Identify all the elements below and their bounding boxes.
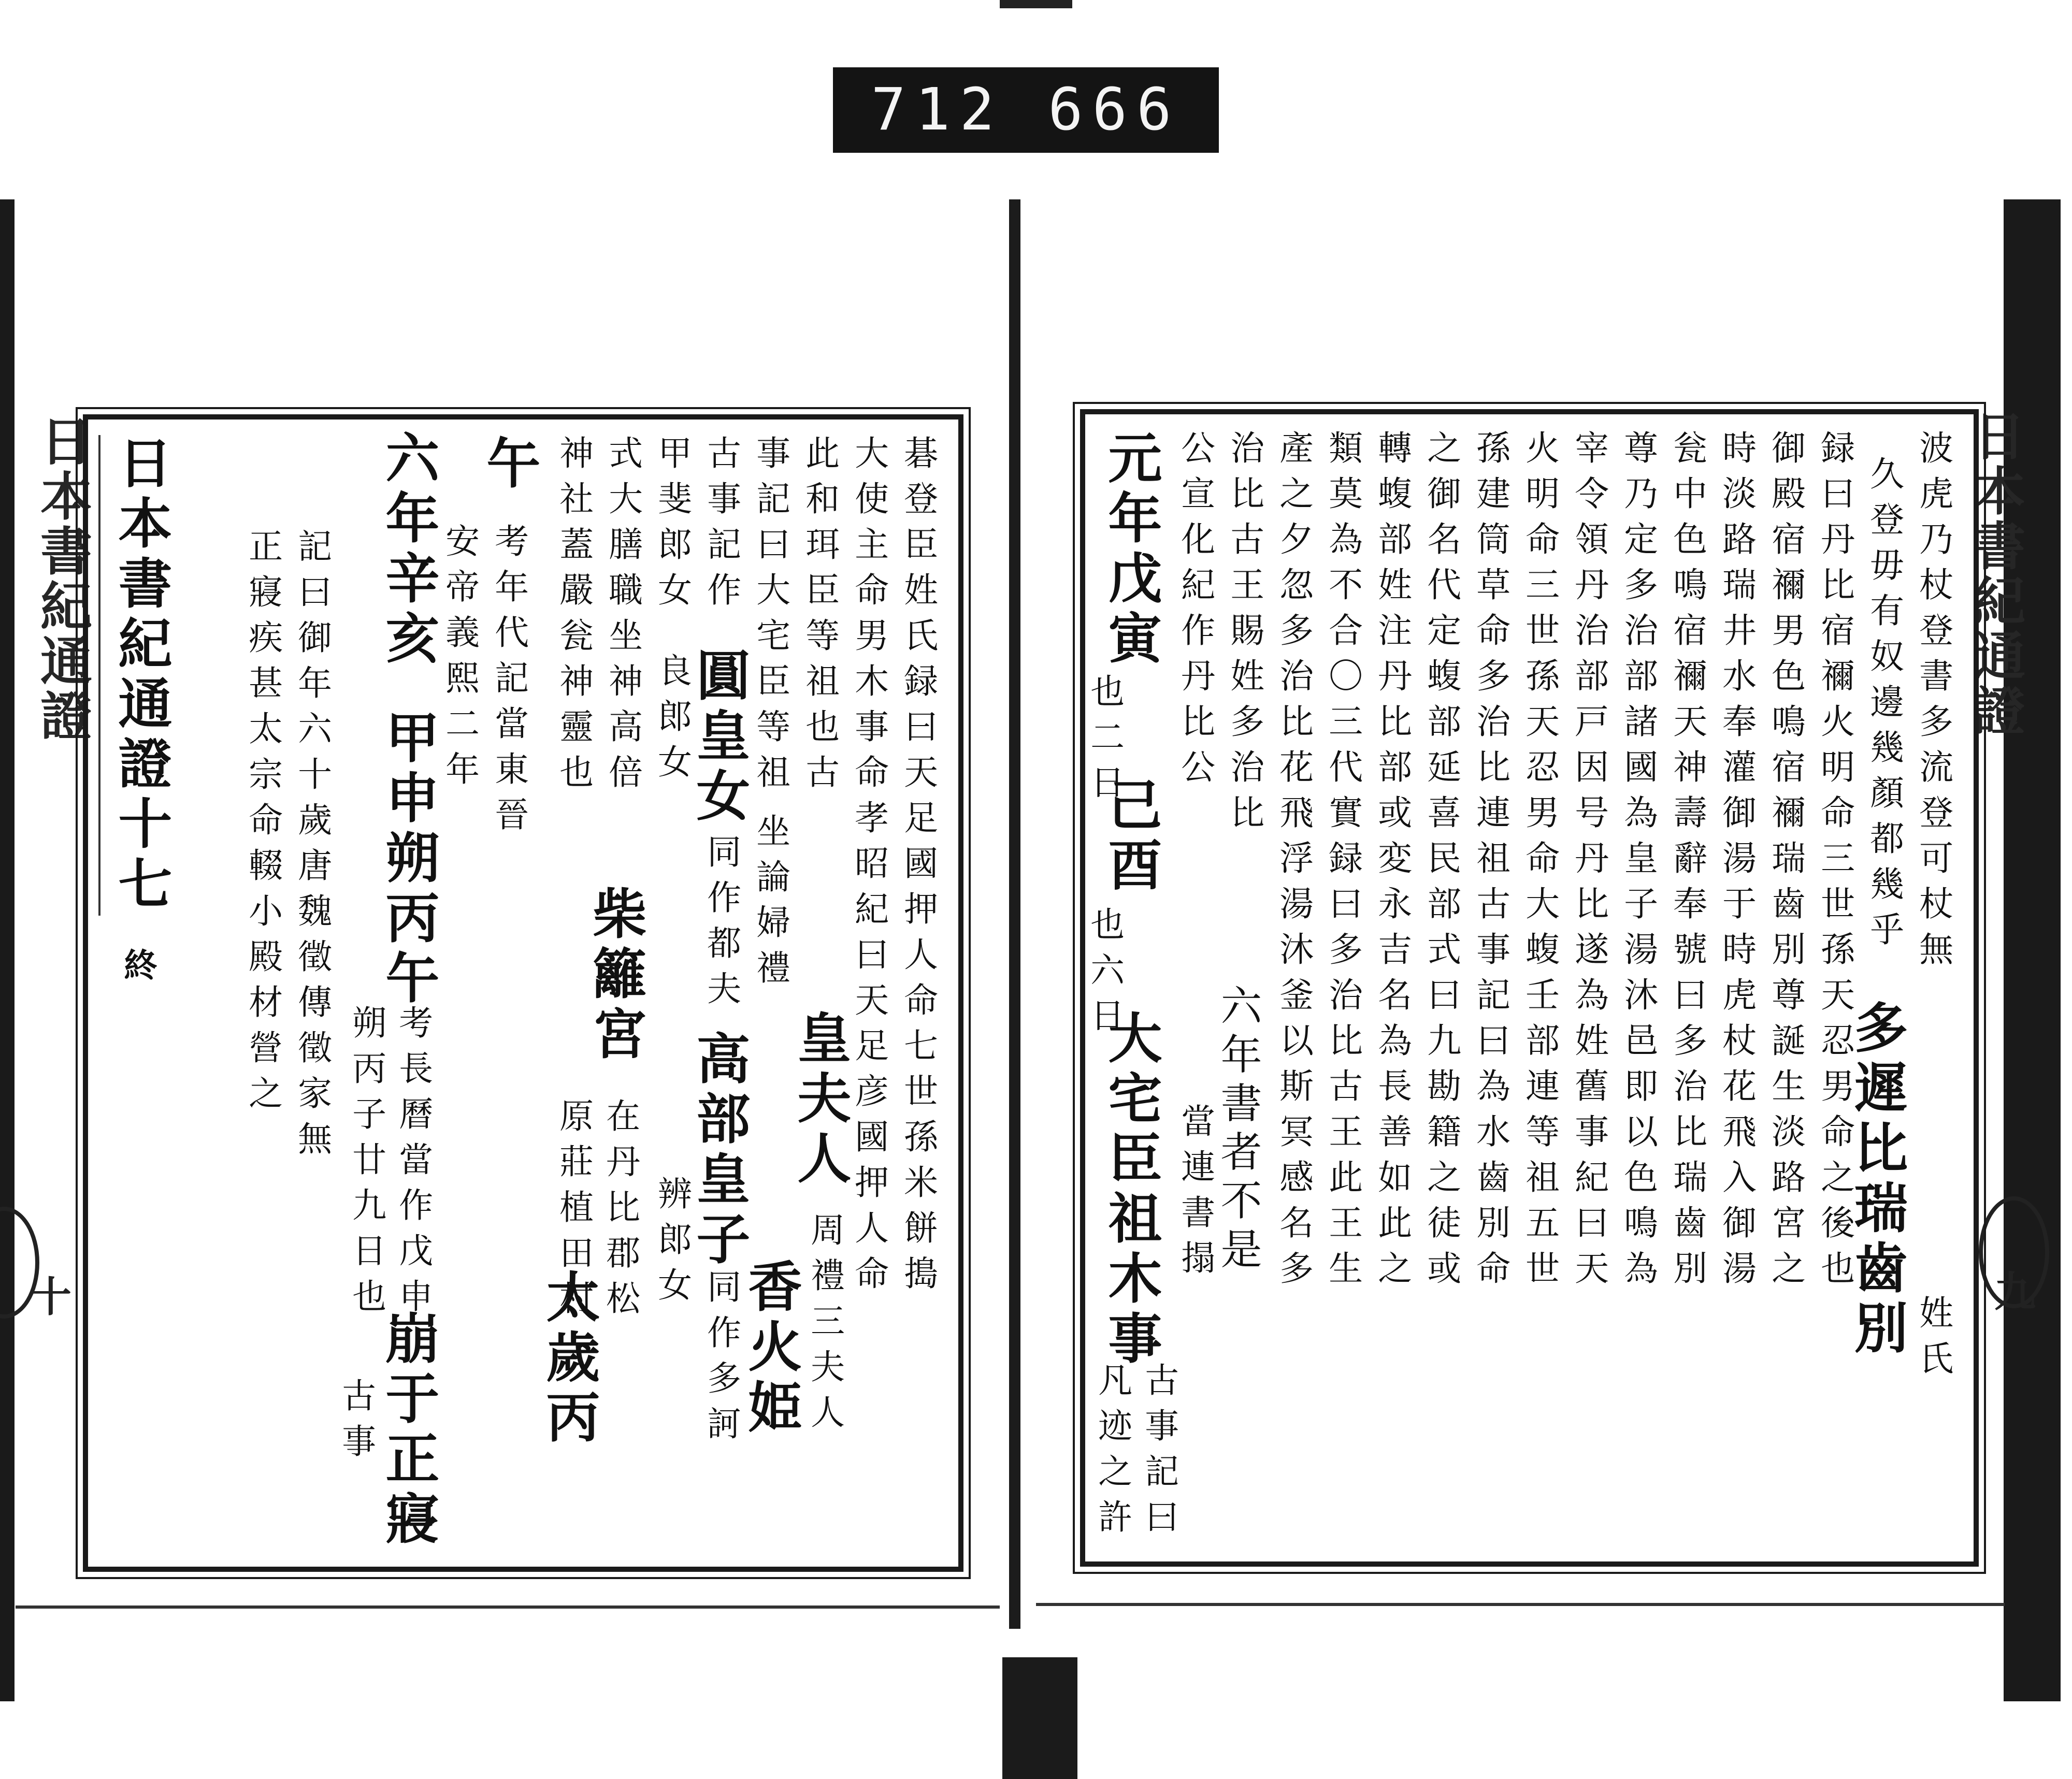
left-yuan-zhuang: 原莊植田村: [553, 1098, 594, 1326]
right-col-7: 尊乃定多治部諸國為皇子湯沐邑即以色鳴為: [1618, 430, 1658, 1296]
book-gutter: [1009, 199, 1020, 1629]
left-col-7: 式大膳職坐神高倍: [602, 435, 643, 800]
left-end-mark: 終: [118, 948, 157, 981]
left-an-di: 安帝義熙二年: [439, 523, 480, 797]
right-big-duo-chi-bi: 多遲比瑞齒別: [1845, 1000, 1909, 1360]
left-margin-title: 日本書紀通證: [32, 414, 93, 744]
right-fan-ji-xu: 凡迹之許: [1092, 1362, 1132, 1544]
call-number-label: 712 666: [833, 67, 1219, 153]
right-col-14: 產之夕忽多治比花飛浮湯沐釜以斯冥感名多: [1273, 430, 1314, 1296]
left-col-zheng-qin: 正寢疾甚太宗命輟小殿材營之: [242, 528, 283, 1121]
left-zai-dan-bi: 在丹比郡松: [600, 1098, 640, 1326]
right-col-9: 火明命三世孫天忍男命大蝮壬部連等祖五世: [1519, 430, 1560, 1296]
left-col-8: 神社蓋嚴瓮神靈也: [553, 435, 594, 800]
left-col-1: 碁登臣姓氏録曰天足國押人命七世孫米餅搗: [898, 435, 938, 1301]
left-big-huang-furen: 皇夫人: [788, 1010, 852, 1190]
left-big-beng-yu: 崩于正寢: [376, 1310, 440, 1551]
right-col-15: 治比古王賜姓多治比: [1224, 430, 1264, 840]
left-big-chai-li-gong: 柴籬宮: [583, 886, 648, 1066]
left-col-ji-yue: 記曰御年六十歲唐魏徵傳徵家無: [292, 528, 332, 1166]
left-shuo-bing-zi: 朔丙子廿九日也: [346, 1005, 386, 1324]
left-zhi-lun: 坐論婦禮: [750, 813, 790, 995]
left-gu-shi: 古事: [336, 1378, 376, 1469]
left-liang-lang-nv: 良郎女: [652, 653, 692, 789]
left-col-3: 此和珥臣等祖也古: [799, 435, 840, 800]
left-big-gao-bu-huang-zi: 高部皇子: [687, 1031, 751, 1271]
left-tong-zuo-du-fu: 同作都夫: [701, 834, 741, 1016]
right-col-10: 孫建筒草命多治比連祖古事記曰為水齒別命: [1470, 430, 1510, 1296]
right-col-16: 公宣化紀作丹比公: [1175, 430, 1215, 794]
left-folio-number: 十: [30, 1272, 71, 1321]
right-col-13: 類莫為不合〇三代實録曰多治比古王此王生: [1322, 430, 1363, 1296]
left-page-edge: [0, 199, 15, 1701]
right-col-3: 録曰丹比宿禰火明命三世孫天忍男命之後也: [1815, 430, 1855, 1296]
left-zhou-li: 周禮三夫人: [804, 1212, 845, 1440]
right-dang-lian: 當連書搨: [1175, 1103, 1215, 1285]
left-big-tai-sui-bing: 太歲丙: [537, 1269, 601, 1449]
right-margin-title: 日本書紀通證: [1965, 409, 2026, 739]
left-big-yuan-huang-nv: 圓皇女: [687, 647, 751, 828]
left-kao-chang-li: 考長曆當作戊申: [393, 1005, 433, 1324]
left-col-5: 古事記作: [701, 435, 741, 617]
left-page-bottom-edge: [16, 1606, 1000, 1609]
right-ji-you: 己酉: [1099, 777, 1163, 897]
right-col-12: 轉蝮部姓注丹比部或変永吉名為長善如此之: [1372, 430, 1412, 1296]
right-col-11: 之御名代定蝮部延喜民部式曰九勘籍之徒或: [1421, 430, 1461, 1296]
right-col-1: 波虎乃杖登書多流登可杖無: [1913, 430, 1953, 977]
left-col-4: 事記曰大宅臣等祖: [750, 435, 790, 800]
left-tong-zuo-duo-ci: 同作多訶: [701, 1269, 741, 1451]
right-da-zhai: 大宅臣祖木事: [1099, 1010, 1163, 1370]
left-bian-lang-nv: 辨郎女: [652, 1176, 692, 1312]
left-col-2: 大使主命男木事命孝昭紀曰天足彦國押人命: [848, 435, 889, 1301]
top-scan-bar: [1000, 0, 1072, 8]
right-col-6: 瓮中色鳴宿禰天神壽辭奉號曰多治比瑞齒別: [1667, 430, 1707, 1296]
right-gu-shi-ji: 古事記曰: [1139, 1362, 1179, 1544]
right-col-4: 御殿宿禰男色鳴宿禰瑞齒別尊誕生淡路宮之: [1765, 430, 1806, 1296]
right-liu-nian: 六年書者不是: [1214, 984, 1262, 1276]
left-col-6: 甲斐郎女: [652, 435, 692, 617]
left-big-xiang-huo-ji: 香火姫: [739, 1259, 803, 1439]
left-kao-nian-dai: 考年代記當東晉: [488, 523, 529, 842]
right-liu-ri: 也六日: [1084, 906, 1125, 1043]
left-wu: 午: [477, 435, 541, 495]
right-xing-shi: 姓氏: [1913, 1295, 1953, 1386]
right-page-bottom-edge: [1036, 1603, 2005, 1606]
right-col-8: 宰令領丹治部戸因号丹比遂為姓舊事紀曰天: [1569, 430, 1609, 1296]
left-page-text-frame: [83, 414, 963, 1572]
spine-block: [1002, 1657, 1077, 1779]
right-er-ri: 也二日: [1084, 673, 1125, 810]
right-page-text-frame: [1080, 409, 1979, 1567]
left-volume-title: 日本書紀通證十七: [98, 435, 170, 916]
left-liu-nian: 六年辛亥: [376, 430, 440, 670]
left-big-jia-shen: 甲申朔丙午: [376, 710, 440, 1010]
right-col-2: 久登毋有奴邊幾顏都幾乎: [1864, 456, 1904, 957]
right-yuan-nian: 元年戊寅: [1099, 430, 1163, 670]
right-col-5: 時淡路瑞井水奉灌御湯于時虎杖花飛入御湯: [1716, 430, 1757, 1296]
right-folio-number: 九: [1994, 1267, 2036, 1316]
